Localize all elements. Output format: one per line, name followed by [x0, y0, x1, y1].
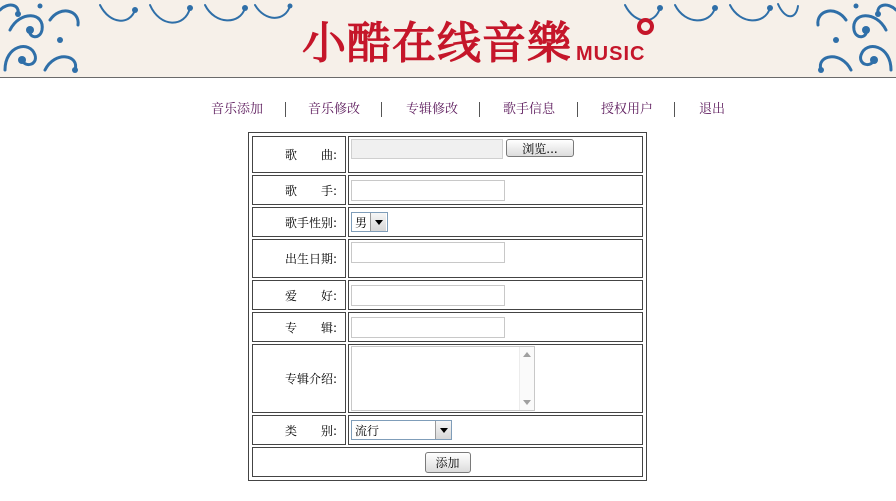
song-cell [348, 136, 643, 173]
mid-left-ornament-icon [95, 0, 295, 40]
right-ornament-icon [806, 0, 896, 78]
record-icon [637, 18, 654, 35]
submit-cell [252, 447, 643, 477]
nav-authorized-users[interactable]: 授权用户 [601, 102, 654, 117]
album-label: 专 辑: [252, 312, 346, 342]
song-file-input[interactable] [351, 139, 503, 159]
nav-edit-music[interactable]: 音乐修改 [308, 102, 361, 117]
category-select-value: 流行 [355, 423, 380, 438]
form-row-submit [251, 446, 644, 478]
gender-select-value: 男 [355, 215, 368, 230]
singer-cell [348, 175, 643, 205]
nav-edit-album[interactable]: 专辑修改 [406, 102, 459, 117]
form-row-birthday [251, 238, 644, 279]
form-row-category [251, 414, 644, 446]
album-cell [348, 312, 643, 342]
album-intro-cell [348, 344, 643, 413]
left-ornament-icon [0, 0, 90, 78]
album-input[interactable] [351, 317, 505, 338]
nav-add-music[interactable]: 音乐添加 [211, 102, 264, 117]
add-button[interactable]: 添加 [425, 452, 471, 473]
nav-divider [577, 102, 578, 117]
browse-button[interactable]: 浏览... [506, 139, 574, 157]
form-row-album-intro [251, 343, 644, 414]
birthday-input[interactable] [351, 242, 505, 263]
nav-divider [381, 102, 382, 117]
chevron-down-icon[interactable] [435, 421, 451, 439]
form-row-song [251, 135, 644, 174]
birthday-cell [348, 239, 643, 278]
form-row-gender [251, 206, 644, 238]
scroll-down-arrow-icon[interactable] [523, 400, 531, 405]
site-banner [0, 0, 896, 78]
nav-logout[interactable]: 退出 [699, 102, 726, 117]
logo-music-text: MUSIC [576, 43, 646, 65]
chevron-down-icon[interactable] [370, 213, 386, 231]
gender-label: 歌手性别: [252, 207, 346, 237]
category-label: 类 别: [252, 415, 346, 445]
nav-divider [674, 102, 675, 117]
site-logo [302, 14, 645, 70]
nav-divider [285, 102, 286, 117]
gender-cell [348, 207, 643, 237]
birthday-label: 出生日期: [252, 239, 346, 278]
scroll-up-arrow-icon[interactable] [523, 352, 531, 357]
form-row-album [251, 311, 644, 343]
category-cell [348, 415, 643, 445]
singer-input[interactable] [351, 180, 505, 201]
form-row-singer [251, 174, 644, 206]
gender-select[interactable] [351, 212, 388, 232]
form-row-hobby [251, 279, 644, 311]
main-nav [0, 100, 896, 120]
hobby-input[interactable] [351, 285, 505, 306]
song-label: 歌 曲: [252, 136, 346, 173]
textarea-scrollbar[interactable] [519, 347, 534, 410]
nav-singer-info[interactable]: 歌手信息 [503, 102, 556, 117]
album-intro-textarea[interactable] [351, 346, 535, 411]
hobby-label: 爱 好: [252, 280, 346, 310]
category-select[interactable] [351, 420, 452, 440]
album-intro-label: 专辑介绍: [252, 344, 346, 413]
singer-label: 歌 手: [252, 175, 346, 205]
nav-divider [479, 102, 480, 117]
add-music-form [248, 132, 647, 481]
logo-title: 小酷在线音樂 [302, 18, 572, 69]
hobby-cell [348, 280, 643, 310]
